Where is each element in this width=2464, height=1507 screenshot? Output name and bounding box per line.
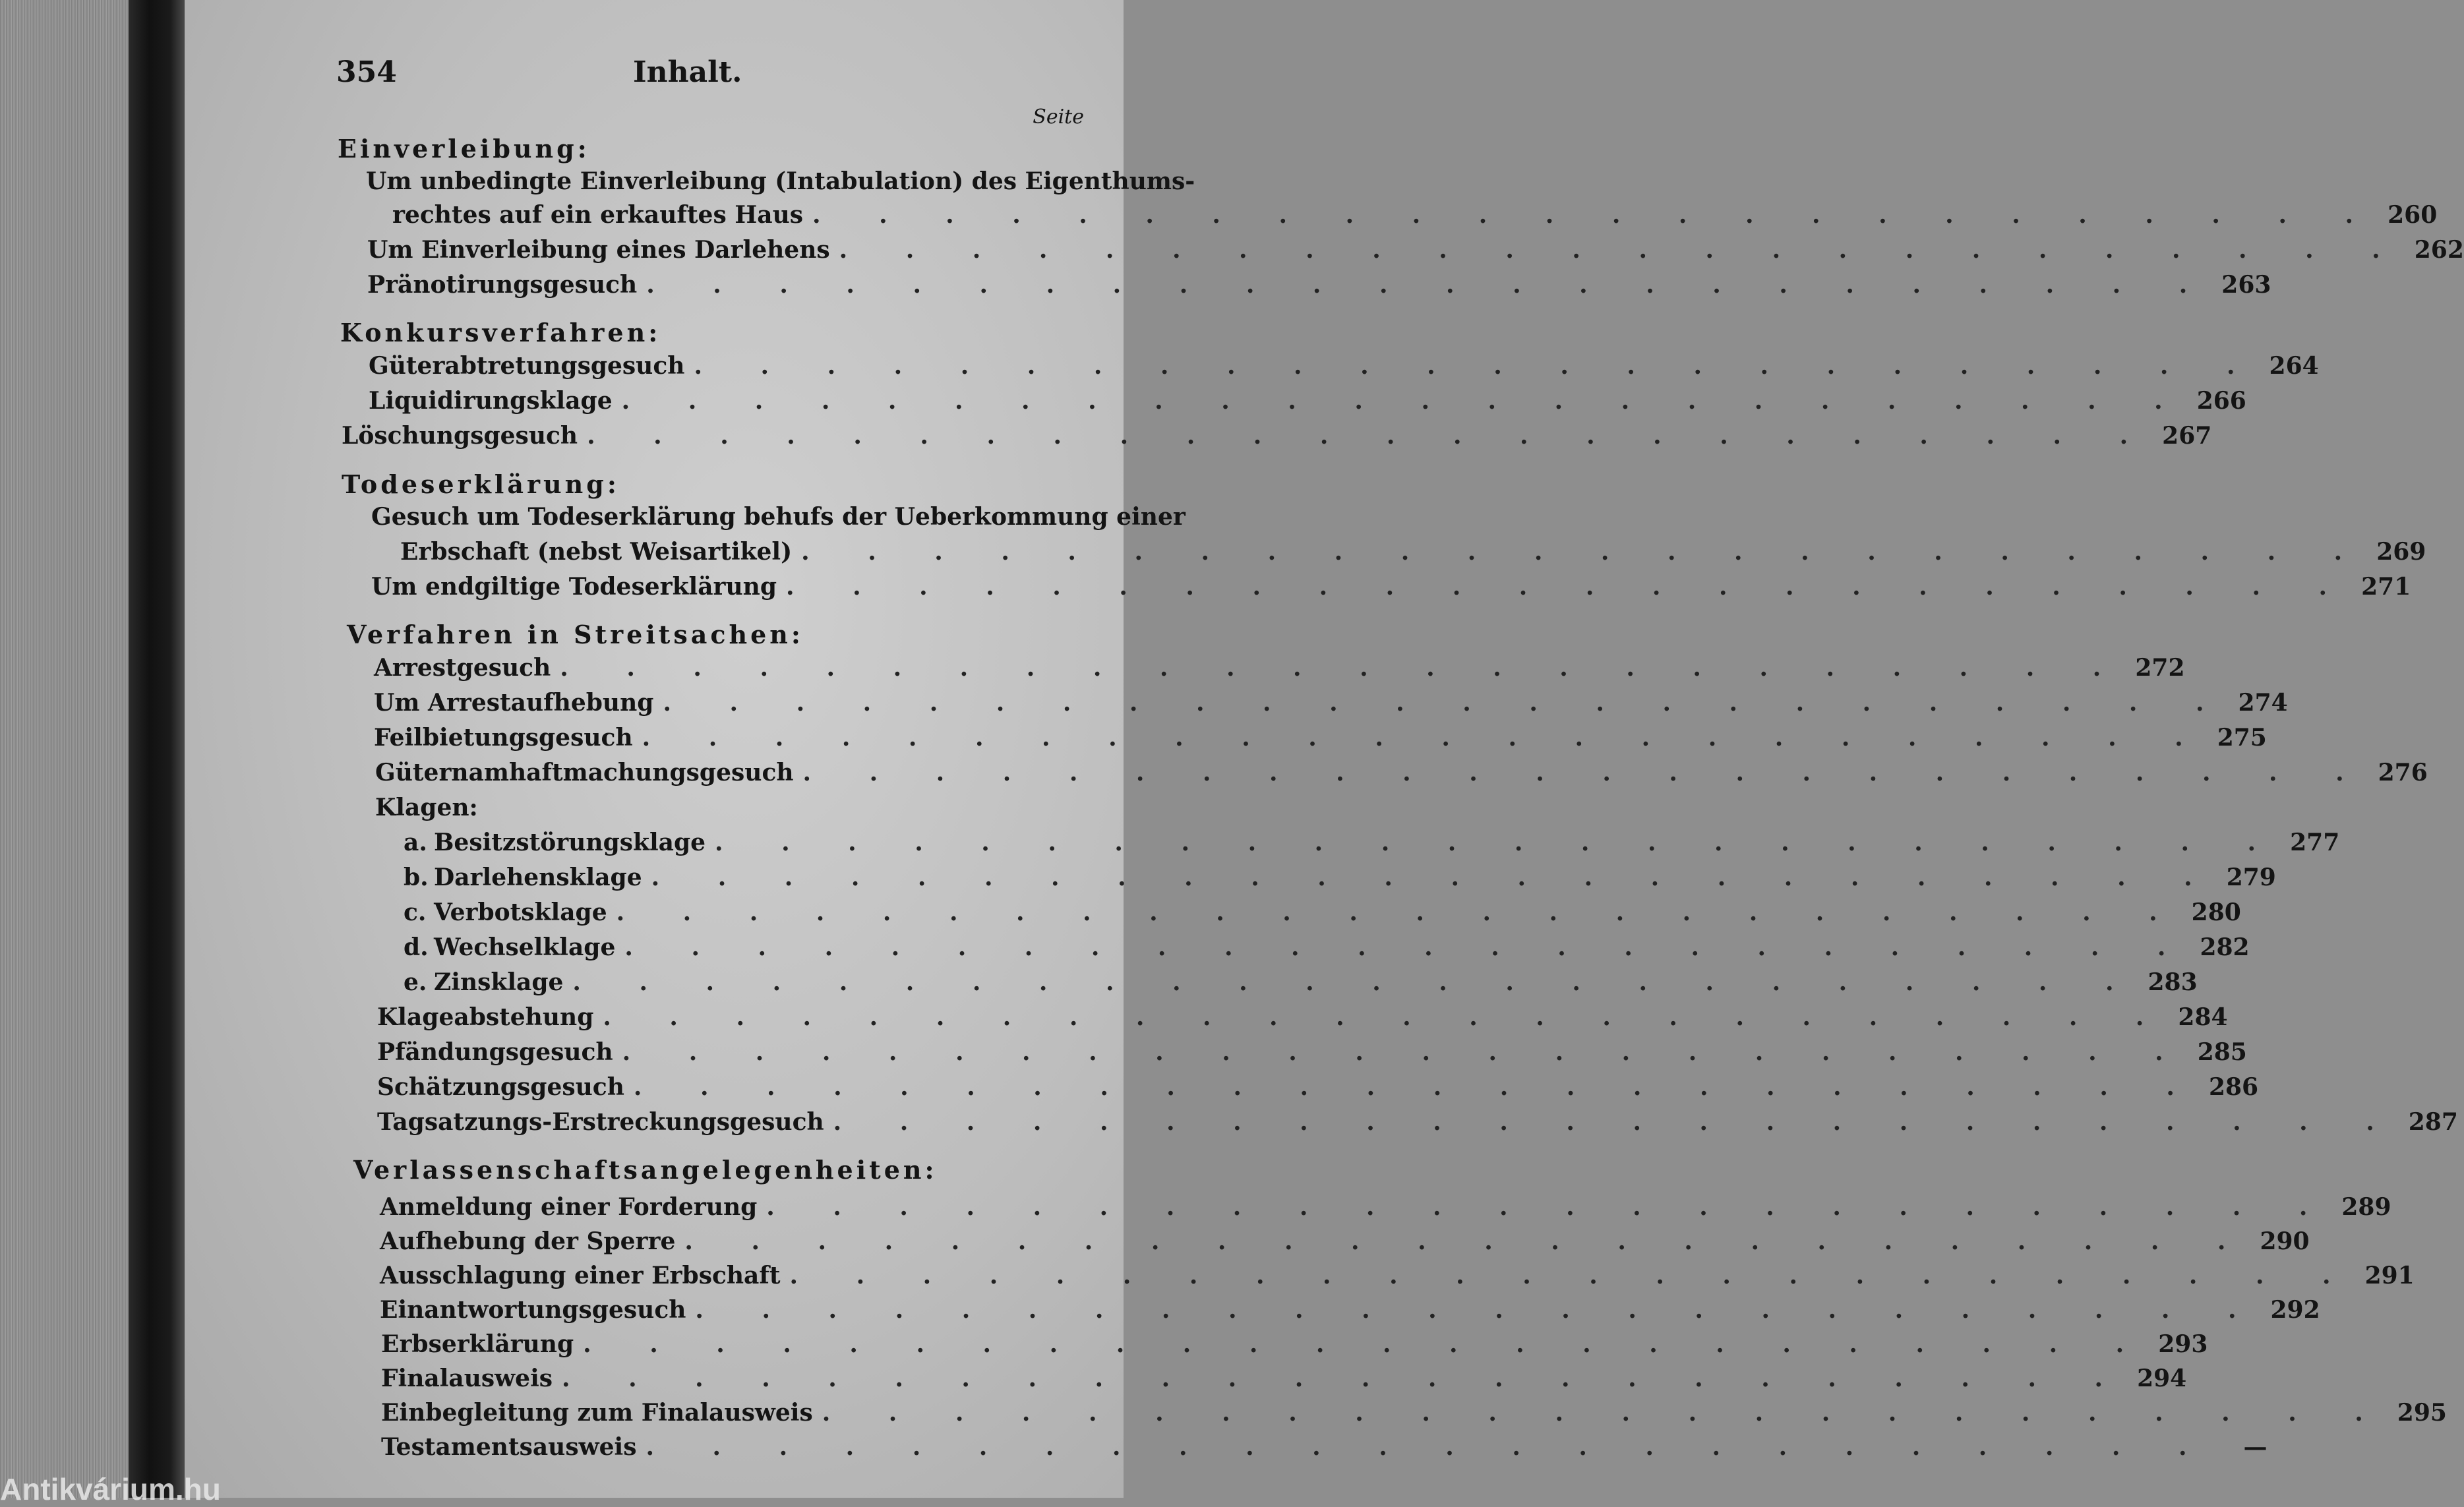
toc-entry-label: Testamentsausweis	[381, 1433, 637, 1461]
toc-entry	[404, 864, 2276, 897]
toc-entry	[404, 968, 2198, 1001]
toc-entry-label: Um endgiltige Todeserklärung	[371, 573, 777, 601]
toc-entry-label: Aufhebung der Sperre	[380, 1227, 676, 1255]
toc-entry	[369, 352, 2319, 385]
leader-dots: . . . . . . . . . . . . . . . . . . . . . . . .	[812, 201, 2379, 229]
toc-entry-page: 290	[2260, 1227, 2310, 1255]
page-number: 354	[336, 55, 397, 89]
toc-entry-label: Finalausweis	[381, 1365, 553, 1392]
toc-entry-label: Um Einverleibung eines Darlehens	[367, 236, 830, 264]
item-letter: a.	[404, 829, 427, 856]
subsection-heading-klagen: Klagen:	[375, 794, 478, 821]
leader-dots: . . . . . . . . . . . . . . . . . . . . . . . .	[833, 1108, 2399, 1136]
toc-entry-label: Ausschlagung einer Erbschaft	[380, 1262, 781, 1289]
toc-entry	[367, 236, 2464, 269]
toc-entry	[380, 1227, 2310, 1260]
leader-dots: . . . . . . . . . . . . . . . . . . . . . . . .	[822, 1399, 2388, 1427]
toc-entry-page: 274	[2238, 689, 2288, 717]
toc-entry-label: Pränotirungsgesuch	[367, 271, 638, 299]
seite-column-label: Seite	[1033, 105, 1084, 129]
page-header	[336, 55, 1062, 95]
toc-entry-text: Um unbedingte Einverleibung (Intabulation) des Eigenthums-	[366, 167, 1195, 195]
toc-entry-label: Einbegleitung zum Finalausweis	[381, 1399, 813, 1427]
watermark: Antikvárium.hu	[0, 1472, 221, 1506]
toc-entry-label: Erbschaft (nebst Weisartikel)	[400, 538, 793, 566]
toc-entry-label	[404, 899, 607, 926]
toc-entry	[377, 1038, 2247, 1071]
item-label: Besitzstörungsklage	[434, 829, 706, 856]
toc-entry	[380, 1193, 2391, 1226]
toc-entry	[392, 201, 2438, 234]
item-letter: c.	[404, 899, 427, 926]
toc-entry-page: 282	[2200, 933, 2250, 961]
toc-entry	[404, 829, 2340, 862]
toc-entry-page: 271	[2361, 573, 2411, 601]
toc-entry	[367, 271, 2271, 304]
leader-dots: . . . . . . . . . . . . . . . . . . . . . . . .	[651, 864, 2217, 891]
leader-dots: . . . . . . . . . . . . . . . . . . . . . . . .	[562, 1365, 2128, 1392]
toc-entry	[371, 573, 2411, 606]
toc-entry-page: 292	[2270, 1296, 2320, 1324]
item-label: Zinsklage	[434, 968, 564, 996]
item-letter: e.	[404, 968, 427, 996]
toc-entry	[369, 387, 2246, 420]
toc-entry	[404, 933, 2250, 966]
toc-entry-label: Güternamhaftmachungsgesuch	[375, 759, 794, 786]
toc-entry-page: 275	[2217, 724, 2267, 752]
item-label: Darlehensklage	[434, 864, 642, 891]
toc-entry-label	[404, 968, 563, 996]
toc-entry-label: Tagsatzungs-Erstreckungsgesuch	[377, 1108, 824, 1136]
toc-entry	[380, 1262, 2415, 1295]
toc-entry	[374, 689, 2288, 722]
toc-entry-page: 280	[2191, 899, 2241, 926]
toc-entry-label: Klageabstehung	[377, 1003, 594, 1031]
section-heading-streitsachen: Verfahren in Streitsachen:	[347, 620, 804, 649]
toc-entry-page: 289	[2341, 1193, 2391, 1221]
toc-entry-page: 287	[2408, 1108, 2458, 1136]
section-heading-todeserklaerung: Todeserklärung:	[342, 469, 620, 499]
toc-entry-page: 277	[2290, 829, 2340, 856]
leader-dots: . . . . . . . . . . . . . . . . . . . . . . . .	[624, 933, 2191, 961]
toc-entry	[381, 1330, 2208, 1363]
leader-dots: . . . . . . . . . . . . . . . . . . . . . . . .	[572, 968, 2139, 996]
toc-entry-page: —	[2243, 1433, 2268, 1461]
toc-entry	[381, 1399, 2447, 1432]
toc-entry-text: Gesuch um Todeserklärung behufs der Ueberkommung einer	[371, 503, 1186, 531]
item-label: Wechselklage	[434, 933, 616, 961]
toc-entry	[377, 1073, 2259, 1106]
toc-entry-page: 279	[2226, 864, 2276, 891]
leader-dots: . . . . . . . . . . . . . . . . . . . . . . . .	[802, 759, 2369, 786]
leader-dots: . . . . . . . . . . . . . . . . . . . . . . . .	[663, 689, 2229, 717]
toc-entry-label: Liquidirungsklage	[369, 387, 613, 415]
leader-dots: . . . . . . . . . . . . . . . . . . . . . . . .	[621, 387, 2188, 415]
toc-entry	[374, 724, 2267, 757]
toc-entry	[400, 538, 2426, 571]
section-heading-konkursverfahren: Konkursverfahren:	[340, 318, 661, 347]
toc-entry-page: 293	[2158, 1330, 2208, 1358]
toc-entry-page: 295	[2397, 1399, 2447, 1427]
toc-entry-page: 260	[2388, 201, 2438, 229]
leader-dots: . . . . . . . . . . . . . . . . . . . . . . . .	[642, 724, 2208, 752]
item-letter: d.	[404, 933, 429, 961]
toc-entry-page: 286	[2208, 1073, 2259, 1101]
toc-entry-label: Güterabtretungsgesuch	[369, 352, 685, 380]
leader-dots: . . . . . . . . . . . . . . . . . . . . . . . .	[622, 1038, 2188, 1066]
toc-entry-page: 267	[2162, 422, 2212, 450]
toc-entry-label	[404, 933, 615, 961]
leader-dots: . . . . . . . . . . . . . . . . . . . . . . . .	[633, 1073, 2200, 1101]
toc-entry	[381, 1365, 2187, 1398]
toc-entry-page: 284	[2178, 1003, 2228, 1031]
book-spine-edge	[129, 0, 188, 1498]
leader-dots: . . . . . . . . . . . . . . . . . . . . . . . .	[646, 1433, 2212, 1461]
section-heading-verlassenschaft: Verlassenschaftsangelegenheiten:	[353, 1155, 938, 1185]
leader-dots: . . . . . . . . . . . . . . . . . . . . . . . .	[695, 1296, 2262, 1324]
toc-entry-label	[404, 864, 642, 891]
leader-dots: . . . . . . . . . . . . . . . . . . . . . . . .	[801, 538, 2368, 566]
book-page	[185, 0, 2464, 1498]
toc-entry-label: Anmeldung einer Forderung	[380, 1193, 758, 1221]
toc-entry	[377, 1108, 2458, 1141]
leader-dots: . . . . . . . . . . . . . . . . . . . . . . . .	[839, 236, 2405, 264]
leader-dots: . . . . . . . . . . . . . . . . . . . . . . . .	[616, 899, 2182, 926]
toc-entry-page: 266	[2196, 387, 2246, 415]
toc-entry-page: 276	[2378, 759, 2428, 786]
toc-entry	[342, 422, 2212, 455]
leader-dots: . . . . . . . . . . . . . . . . . . . . . . . .	[583, 1330, 2149, 1358]
leader-dots: . . . . . . . . . . . . . . . . . . . . . . . .	[766, 1193, 2333, 1221]
toc-entry-label: Feilbietungsgesuch	[374, 724, 633, 752]
toc-entry-page: 263	[2221, 271, 2271, 299]
leader-dots: . . . . . . . . . . . . . . . . . . . . . . . .	[694, 352, 2260, 380]
leader-dots: . . . . . . . . . . . . . . . . . . . . . . . .	[715, 829, 2281, 856]
toc-entry-label: Erbserklärung	[381, 1330, 574, 1358]
toc-entry	[380, 1296, 2320, 1329]
toc-entry-page: 264	[2269, 352, 2319, 380]
toc-entry-label: Schätzungsgesuch	[377, 1073, 624, 1101]
leader-dots: . . . . . . . . . . . . . . . . . . . . . . . .	[684, 1227, 2251, 1255]
toc-entry	[404, 899, 2241, 931]
toc-entry-page: 291	[2364, 1262, 2415, 1289]
toc-entry-label: rechtes auf ein erkauftes Haus	[392, 201, 804, 229]
toc-entry-page: 269	[2376, 538, 2426, 566]
toc-entry-label: Pfändungsgesuch	[377, 1038, 613, 1066]
leader-dots: . . . . . . . . . . . . . . . . . . . . . . . .	[560, 654, 2126, 682]
toc-entry	[377, 1003, 2228, 1036]
toc-entry-page: 285	[2197, 1038, 2247, 1066]
item-label: Verbotsklage	[434, 899, 607, 926]
toc-entry-label	[404, 829, 706, 856]
toc-entry-label: Löschungsgesuch	[342, 422, 578, 450]
toc-entry	[374, 654, 2185, 687]
toc-entry	[375, 759, 2428, 792]
page-title: Inhalt.	[633, 55, 742, 89]
scan-background-left	[0, 0, 132, 1498]
toc-entry-label: Arrestgesuch	[374, 654, 551, 682]
toc-entry-page: 262	[2414, 236, 2464, 264]
leader-dots: . . . . . . . . . . . . . . . . . . . . . . . .	[646, 271, 2213, 299]
item-letter: b.	[404, 864, 429, 891]
toc-entry-label: Einantwortungsgesuch	[380, 1296, 686, 1324]
toc-entry-page: 283	[2148, 968, 2198, 996]
leader-dots: . . . . . . . . . . . . . . . . . . . . . . . .	[789, 1262, 2356, 1289]
toc-entry	[381, 1433, 2268, 1466]
toc-entry-page: 272	[2135, 654, 2185, 682]
leader-dots: . . . . . . . . . . . . . . . . . . . . . . . .	[786, 573, 2353, 601]
leader-dots: . . . . . . . . . . . . . . . . . . . . . . . .	[603, 1003, 2169, 1031]
toc-entry-page: 294	[2137, 1365, 2187, 1392]
leader-dots: . . . . . . . . . . . . . . . . . . . . . . . .	[587, 422, 2153, 450]
section-heading-einverleibung: Einverleibung:	[338, 134, 590, 163]
toc-entry-label: Um Arrestaufhebung	[374, 689, 654, 717]
